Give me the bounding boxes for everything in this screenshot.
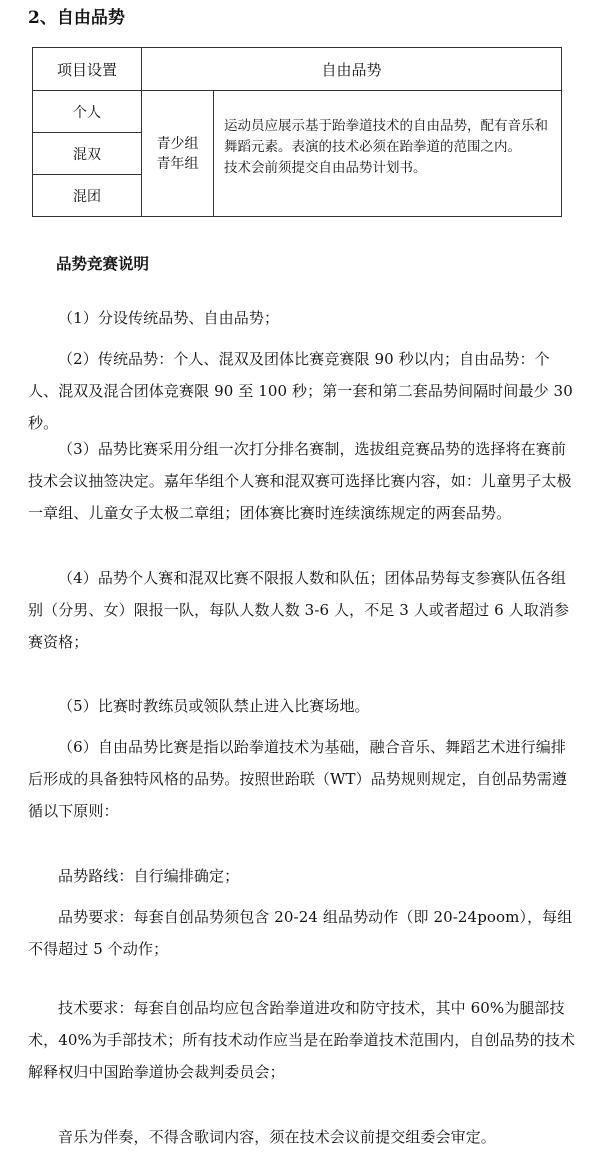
table-header-row	[33, 48, 562, 91]
age-group-cell	[142, 91, 214, 217]
header-item-settings: 项目设置	[33, 48, 142, 91]
rule-route: 品势路线：自行编排确定；	[58, 867, 240, 885]
rule-paragraph-4: （4）品势个人赛和混双比赛不限报人数和队伍；团体品势每支参赛队伍各组别（分男、女）限报一队，每队人数人数 3-6 人，不足 3 人或者超过 6 人取消参赛资格；	[28, 569, 570, 651]
header-freestyle: 自由品势	[142, 48, 562, 91]
rule-paragraph-1: （1）分设传统品势、自由品势；	[58, 309, 280, 327]
rule-technique: 技术要求：每套自创品均应包含跆拳道进攻和防守技术，其中 60%为腿部技术，40%为手部技术；所有技术动作应当是在跆拳道技术范围内，自创品势的技术解释权归中国跆拳道协会裁判委员会；	[28, 999, 576, 1081]
group-youth: 青年组	[156, 155, 199, 172]
event-table	[32, 47, 562, 217]
rule-requirements: 品势要求：每套自创品势须包含 20-24 组品势动作（即 20-24poom），每组不得超过 5 个动作；	[28, 908, 573, 958]
item-mixed-team: 混团	[33, 175, 142, 217]
description-line: 技术会前须提交自由品势计划书。	[224, 160, 427, 176]
rule-paragraph-6: （6）自由品势比赛是指以跆拳道技术为基础，融合音乐、舞蹈艺术进行编排后形成的具备独特风格的品势。按照世跆联（WT）品势规则规定，自创品势需遵循以下原则：	[28, 738, 568, 820]
table-row	[33, 91, 562, 133]
freestyle-description	[214, 91, 562, 217]
competition-notes-heading: 品势竞赛说明	[56, 254, 150, 273]
rule-paragraph-5: （5）比赛时教练员或领队禁止进入比赛场地。	[58, 697, 370, 715]
rule-music: 音乐为伴奏，不得含歌词内容，须在技术会议前提交组委会审定。	[58, 1128, 496, 1146]
item-individual: 个人	[33, 91, 142, 133]
group-junior: 青少组	[156, 135, 199, 152]
section-title: 2、自由品势	[28, 8, 125, 28]
item-mixed-pair: 混双	[33, 133, 142, 175]
description-line: 运动员应展示基于跆拳道技术的自由品势，配有音乐和舞蹈元素。表演的技术必须在跆拳道的范围之内。	[224, 118, 548, 155]
rule-paragraph-3: （3）品势比赛采用分组一次打分排名赛制，选拔组竞赛品势的选择将在赛前技术会议抽签决定。嘉年华组个人赛和混双赛可选择比赛内容，如：儿童男子太极一章组、儿童女子太极二章组；团体赛比赛时连续演练规定的两套品势。	[28, 440, 572, 522]
rule-paragraph-2: （2）传统品势：个人、混双及团体比赛竞赛限 90 秒以内；自由品势：个人、混双及混合团体竞赛限 90 至 100 秒；第一套和第二套品势间隔时间最少 30 秒。	[28, 350, 573, 432]
